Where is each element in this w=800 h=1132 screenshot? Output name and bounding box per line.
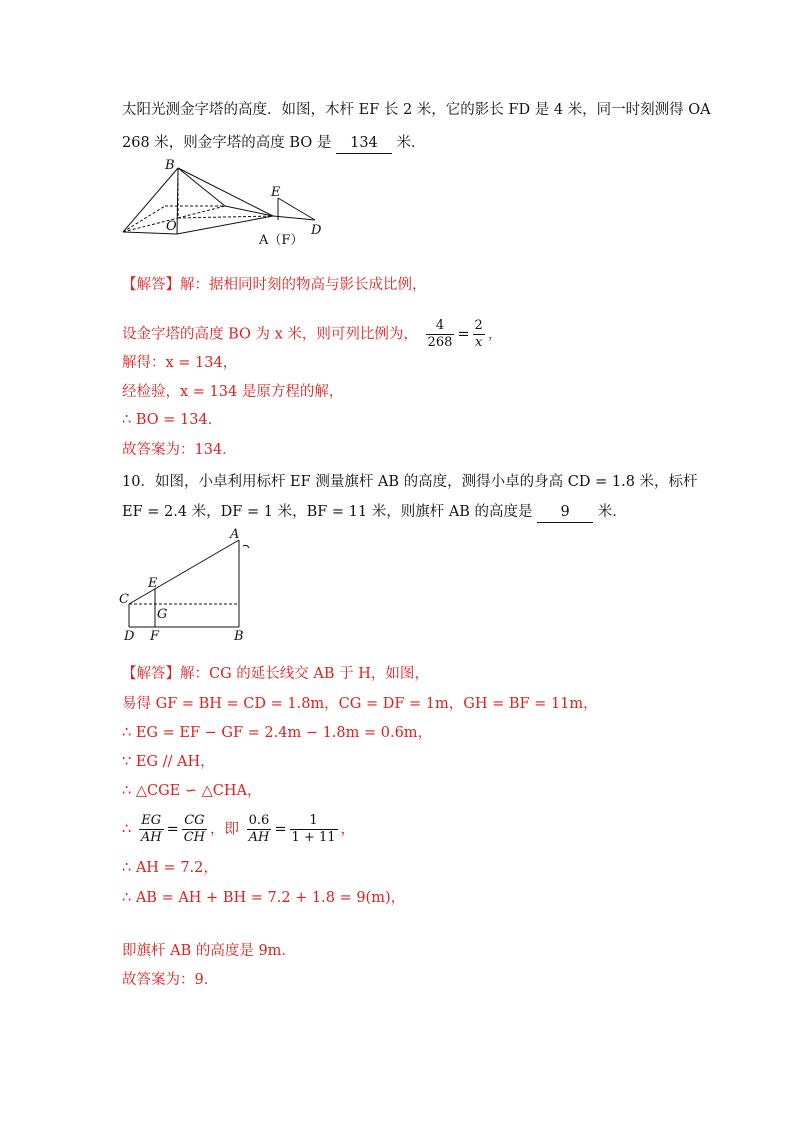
label-D: D [124,629,135,644]
therefore-symbol: ∴ [122,821,132,838]
p9-solution-line6: 故答案为：134． [122,442,237,458]
pyramid-figure [115,158,330,248]
p10-question-line2 [122,502,627,523]
equals-sign: = [166,821,179,838]
solution-tag: 【解答】 [122,277,180,293]
denominator: CH [183,830,206,845]
p10-question-text: EF = 2.4 米，DF = 1 米，BF = 11 米，则旗杆 AB 的高度是 [122,504,533,520]
label-D: D [311,223,322,238]
p9-answer-blank: 134 [336,133,392,154]
label-E: E [148,576,158,591]
label-E: E [271,185,281,200]
equals-sign: = [457,326,470,343]
solution-tag: 【解答】 [122,666,180,682]
p9-solution-line4: 经检验，x = 134 是原方程的解， [122,384,344,400]
p9-solution-line5: ∴ BO = 134． [122,412,223,428]
fraction [182,813,207,846]
p9-solution-line2 [122,318,502,351]
label-C: C [119,592,129,607]
p10-solution-line4: ∵ EG // AH， [122,754,215,770]
numerator: 2 [474,318,483,333]
p10-solution-text: 解：CG 的延长线交 AB 于 H，如图， [180,666,429,682]
numerator: CG [182,813,207,830]
flagpole-figure [115,524,275,644]
equals-sign: = [274,821,287,838]
p9-question-unit: 米． [396,135,426,151]
label-B: B [234,629,244,644]
label-B: B [165,158,175,173]
denominator: 268 [427,335,453,350]
p10-solution-line6 [122,813,355,846]
p10-answer-blank: 9 [537,502,593,523]
p10-solution-line7: ∴ AH = 7.2， [122,860,218,876]
fraction [139,813,164,846]
p10-solution-line1 [122,664,429,684]
p10-question-line1: 10．如图，小卓利用标杆 EF 测量旗杆 AB 的高度，测得小卓的身高 CD = 1.8 米，标杆 [122,474,698,490]
p10-solution-line9: 即旗杆 AB 的高度是 9m． [122,943,296,959]
fraction [247,813,272,846]
p10-solution-line8: ∴ AB = AH + BH = 7.2 + 1.8 = 9(m)， [122,890,406,906]
label-A-F: A（F） [259,233,304,248]
label-O: O [166,219,177,234]
numerator: 4 [426,318,455,335]
p9-solution-line3: 解得：x = 134， [122,355,238,371]
p9-question-line1: 太阳光测金字塔的高度．如图，木杆 EF 长 2 米，它的影长 FD 是 4 米，同一时刻测得 OA [122,102,711,118]
numerator: 0.6 [247,813,272,830]
connector-text: ，即 [210,821,240,838]
p9-question-line2 [122,133,426,154]
fraction [473,318,485,351]
denominator: x [475,335,483,350]
denominator: AH [248,830,270,845]
denominator: 1 + 11 [291,830,336,845]
p9-solution-line1 [122,275,427,295]
p10-solution-line2: 易得 GF = BH = CD = 1.8m，CG = DF = 1m，GH = BF = 11m， [122,696,598,712]
numerator: 1 [290,813,338,830]
p10-solution-line3: ∴ EG = EF − GF = 2.4m − 1.8m = 0.6m， [122,725,433,741]
label-F: F [150,629,160,644]
p10-question-unit: 米． [597,504,627,520]
label-A: A [230,527,240,542]
p10-solution-line10: 故答案为：9． [122,972,219,988]
label-G: G [157,607,168,622]
fraction [290,813,338,846]
punctuation: ， [340,821,356,838]
p9-solution-text: 设金字塔的高度 BO 为 x 米，则可列比例为， [122,326,418,343]
p9-question-text: 268 米，则金字塔的高度 BO 是 [122,135,332,151]
numerator: EG [139,813,164,830]
fraction [426,318,455,351]
punctuation: ， [487,326,503,343]
p10-solution-line5: ∴ △CGE ∽ △CHA， [122,783,262,799]
denominator: AH [140,830,162,845]
p9-solution-text: 解：据相同时刻的物高与影长成比例， [180,277,427,293]
